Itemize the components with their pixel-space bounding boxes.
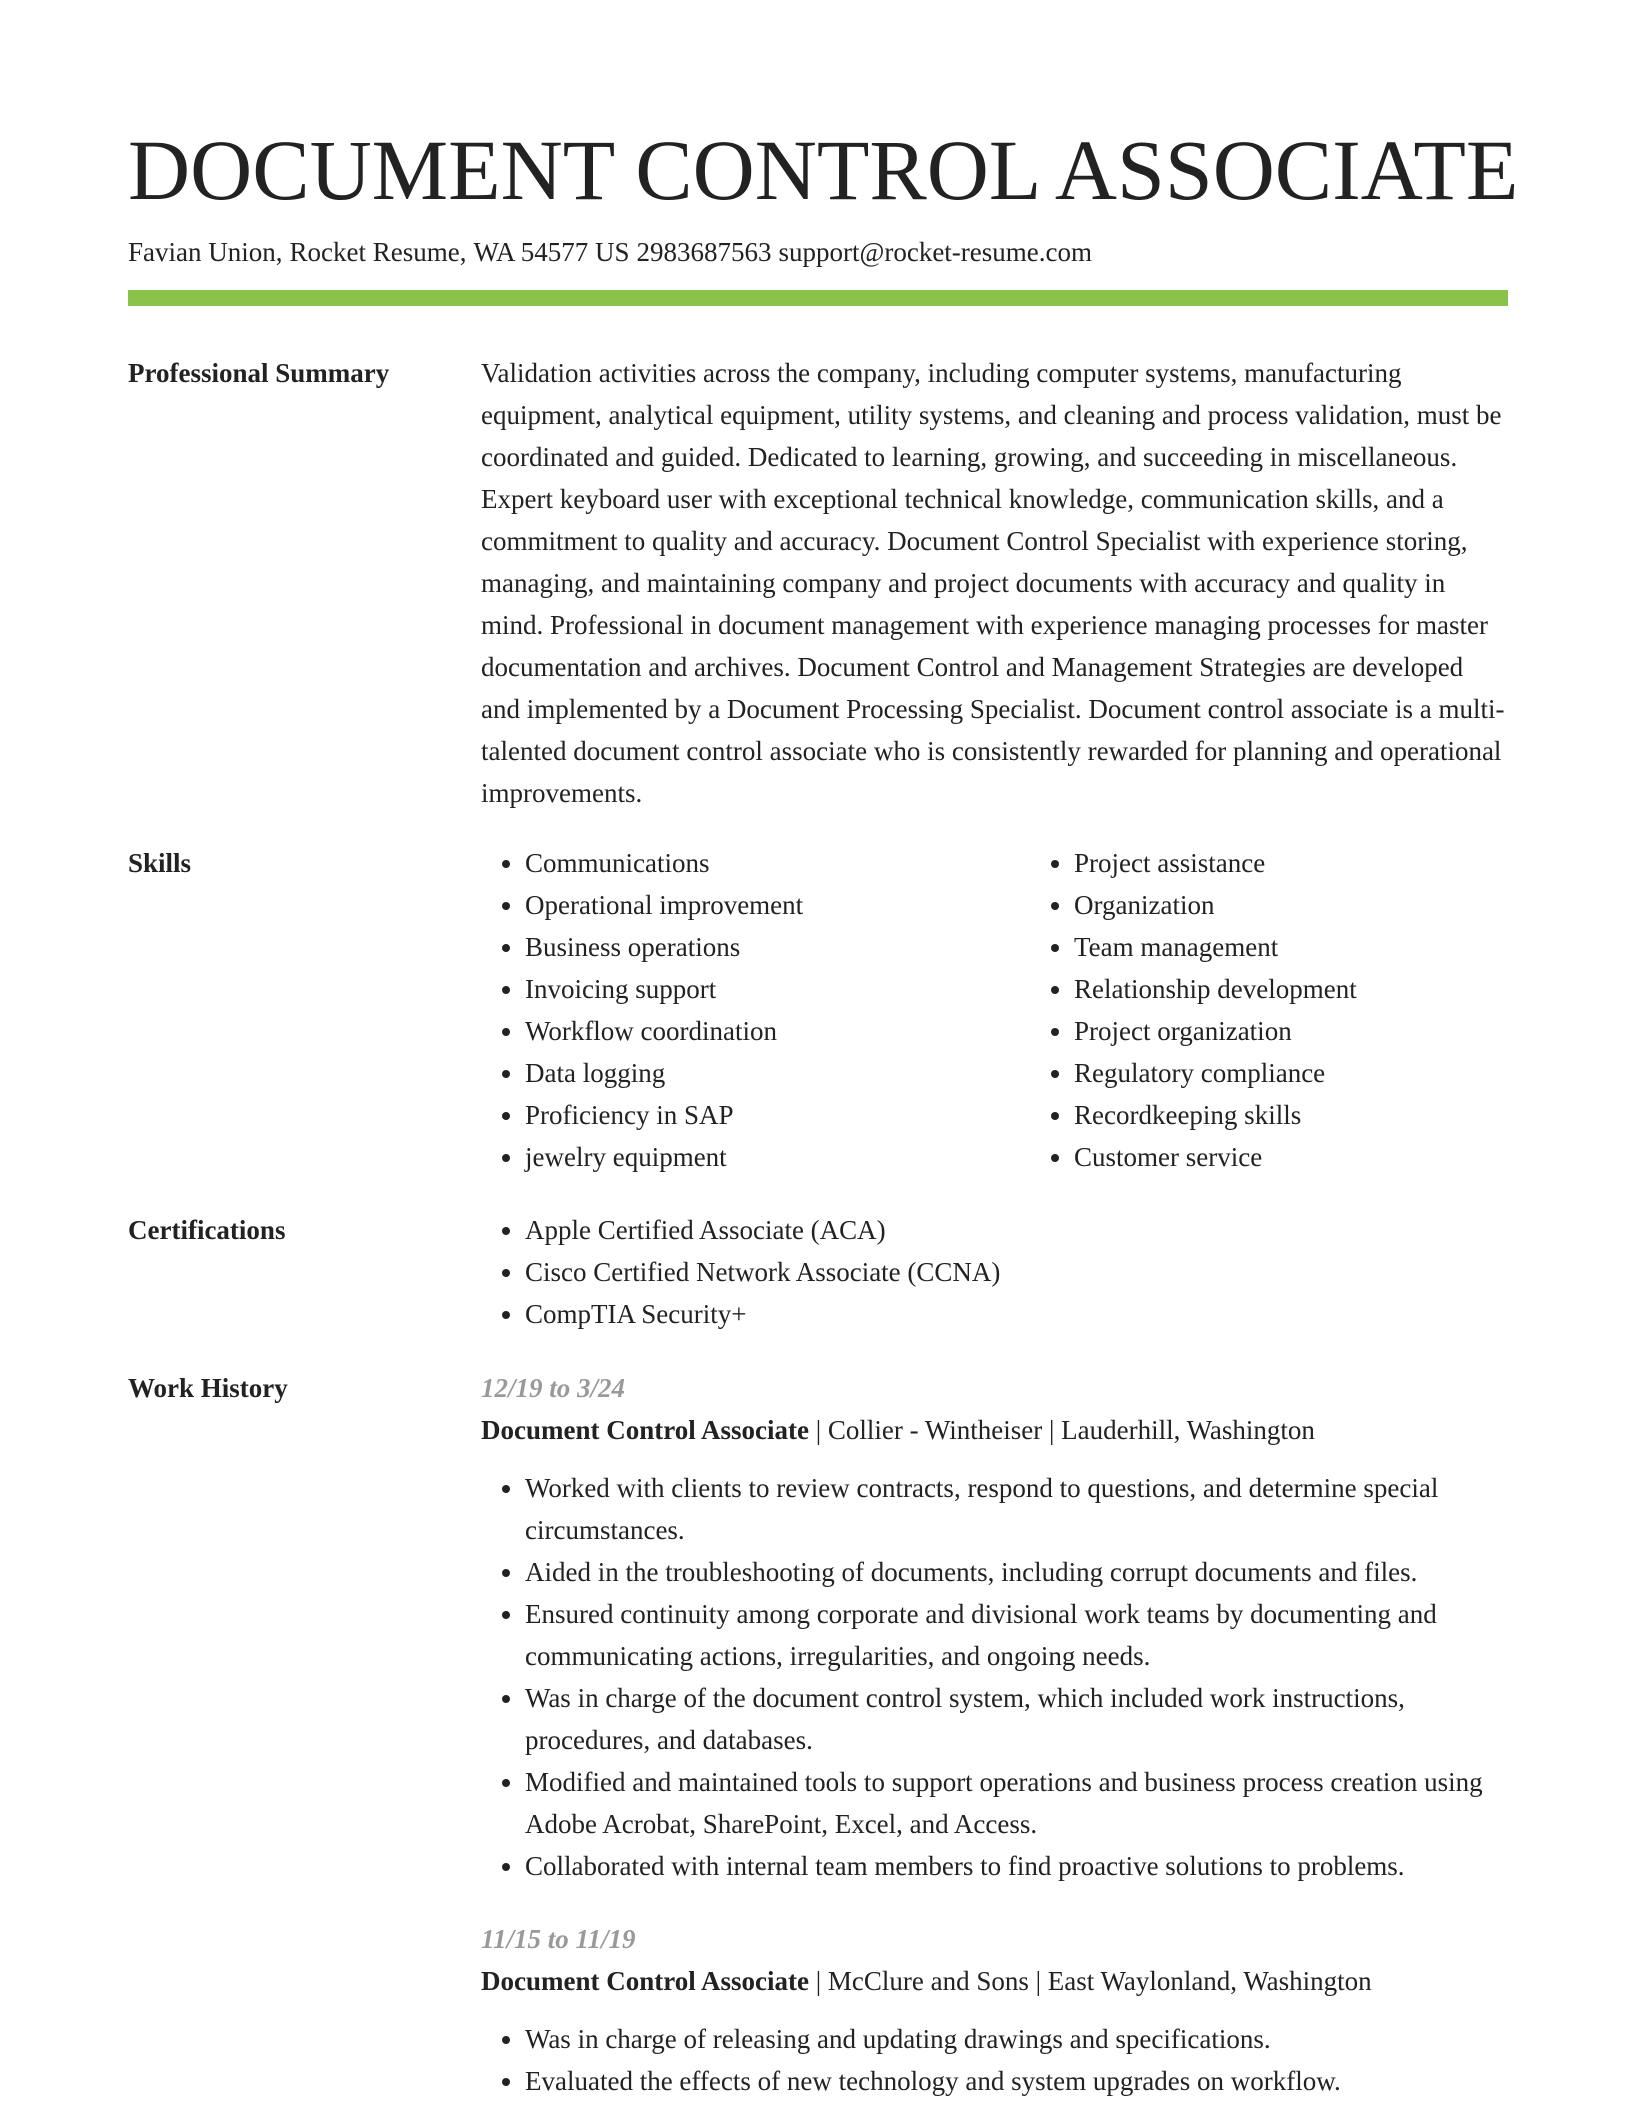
- list-item: • Apple Certified Associate (ACA): [525, 1209, 1508, 1251]
- contact-email[interactable]: support@rocket-resume.com: [778, 237, 1093, 267]
- section-label-skills: Skills: [128, 848, 192, 878]
- list-item: • Cisco Certified Network Associate (CCNA): [525, 1251, 1508, 1293]
- job-title: Document Control Associate: [481, 1415, 809, 1445]
- contact-phone: 2983687563: [636, 237, 772, 267]
- list-item: • Customer service: [1074, 1136, 1579, 1178]
- skills-list-left: [481, 842, 1030, 1178]
- list-item: • Recordkeeping skills: [1074, 1094, 1579, 1136]
- list-item: • Workflow coordination: [525, 1010, 1030, 1052]
- skills-columns: [481, 842, 1579, 1178]
- list-item: • jewelry equipment: [525, 1136, 1030, 1178]
- list-item: • Modified and maintained tools to support operations and business process creation using Adobe Acrobat, SharePoint, Excel, and Access.: [525, 1761, 1508, 1845]
- contact-name: Favian Union,: [128, 237, 283, 267]
- list-item: • Communications: [525, 842, 1030, 884]
- list-item: • Regulatory compliance: [1074, 1052, 1579, 1094]
- work-history-section: [128, 1367, 1508, 2102]
- certifications-body: [481, 1209, 1508, 1335]
- section-label-work-history: Work History: [128, 1373, 288, 1403]
- list-item: • Team management: [1074, 926, 1579, 968]
- certifications-list: [481, 1209, 1508, 1335]
- list-item: • Aided in the troubleshooting of documents, including corrupt documents and files.: [525, 1551, 1508, 1593]
- list-item: • Project organization: [1074, 1010, 1579, 1052]
- list-item: • Worked with clients to review contracts, respond to questions, and determine special circumstances.: [525, 1467, 1508, 1551]
- list-item: • CompTIA Security+: [525, 1293, 1508, 1335]
- list-item: • Relationship development: [1074, 968, 1579, 1010]
- page-title: DOCUMENT CONTROL ASSOCIATE: [128, 122, 1519, 218]
- job-bullets: [481, 1467, 1508, 1887]
- section-label-certifications: Certifications: [128, 1215, 286, 1245]
- job-date: 12/19 to 3/24: [481, 1373, 626, 1403]
- summary-text: Validation activities across the company, including computer systems, manufacturing equipment, analytical equipment, utility systems, and cleaning and process validation, must be coordinated and guided. Dedicated to learning, growing, and succeeding in miscellaneous. Expert keyboard user with exceptional technical knowledge, communication skills, and a commitment to quality and accuracy. Document Control Specialist with experience storing, managing, and maintaining company and project documents with accuracy and quality in mind. Professional in document management with experience managing processes for master documentation and archives. Document Control and Management Strategies are developed and implemented by a Document Processing Specialist. Document control associate is a multi-talented document control associate who is consistently rewarded for planning and operational improvements.: [481, 358, 1505, 808]
- list-item: • Invoicing support: [525, 968, 1030, 1010]
- list-item: • Evaluated the effects of new technology and system upgrades on workflow.: [525, 2060, 1508, 2102]
- job-details: | Collier - Wintheiser | Lauderhill, Washington: [808, 1415, 1315, 1445]
- job-entry: [481, 1918, 1508, 2102]
- list-item: • Business operations: [525, 926, 1030, 968]
- list-item: • Project assistance: [1074, 842, 1579, 884]
- section-label-summary: Professional Summary: [128, 358, 390, 388]
- list-item: • Was in charge of releasing and updating drawings and specifications.: [525, 2018, 1508, 2060]
- job-details: | McClure and Sons | East Waylonland, Washington: [808, 1966, 1372, 1996]
- job-entry: [481, 1367, 1508, 1887]
- contact-line: [128, 234, 1508, 270]
- list-item: • Collaborated with internal team members to find proactive solutions to problems.: [525, 1845, 1508, 1887]
- list-item: • Ensured continuity among corporate and divisional work teams by documenting and communicating actions, irregularities, and ongoing needs.: [525, 1593, 1508, 1677]
- list-item: • Organization: [1074, 884, 1579, 926]
- summary-section: [128, 352, 1508, 814]
- job-bullets: [481, 2018, 1508, 2102]
- resume-page: [128, 118, 1519, 2102]
- skills-list-right: [1030, 842, 1579, 1178]
- list-item: • Was in charge of the document control system, which included work instructions, procedures, and databases.: [525, 1677, 1508, 1761]
- certifications-section: [128, 1209, 1508, 1335]
- summary-body: [481, 352, 1508, 814]
- job-heading: [481, 1960, 1508, 2002]
- job-heading: [481, 1409, 1508, 1451]
- skills-section: [128, 842, 1508, 1178]
- accent-divider: [128, 290, 1508, 306]
- contact-location: WA 54577 US: [473, 237, 630, 267]
- list-item: • Proficiency in SAP: [525, 1094, 1030, 1136]
- list-item: • Data logging: [525, 1052, 1030, 1094]
- job-date: 11/15 to 11/19: [481, 1924, 636, 1954]
- work-history-body: [481, 1367, 1508, 2102]
- job-title: Document Control Associate: [481, 1966, 809, 1996]
- list-item: • Operational improvement: [525, 884, 1030, 926]
- contact-company: Rocket Resume,: [289, 237, 467, 267]
